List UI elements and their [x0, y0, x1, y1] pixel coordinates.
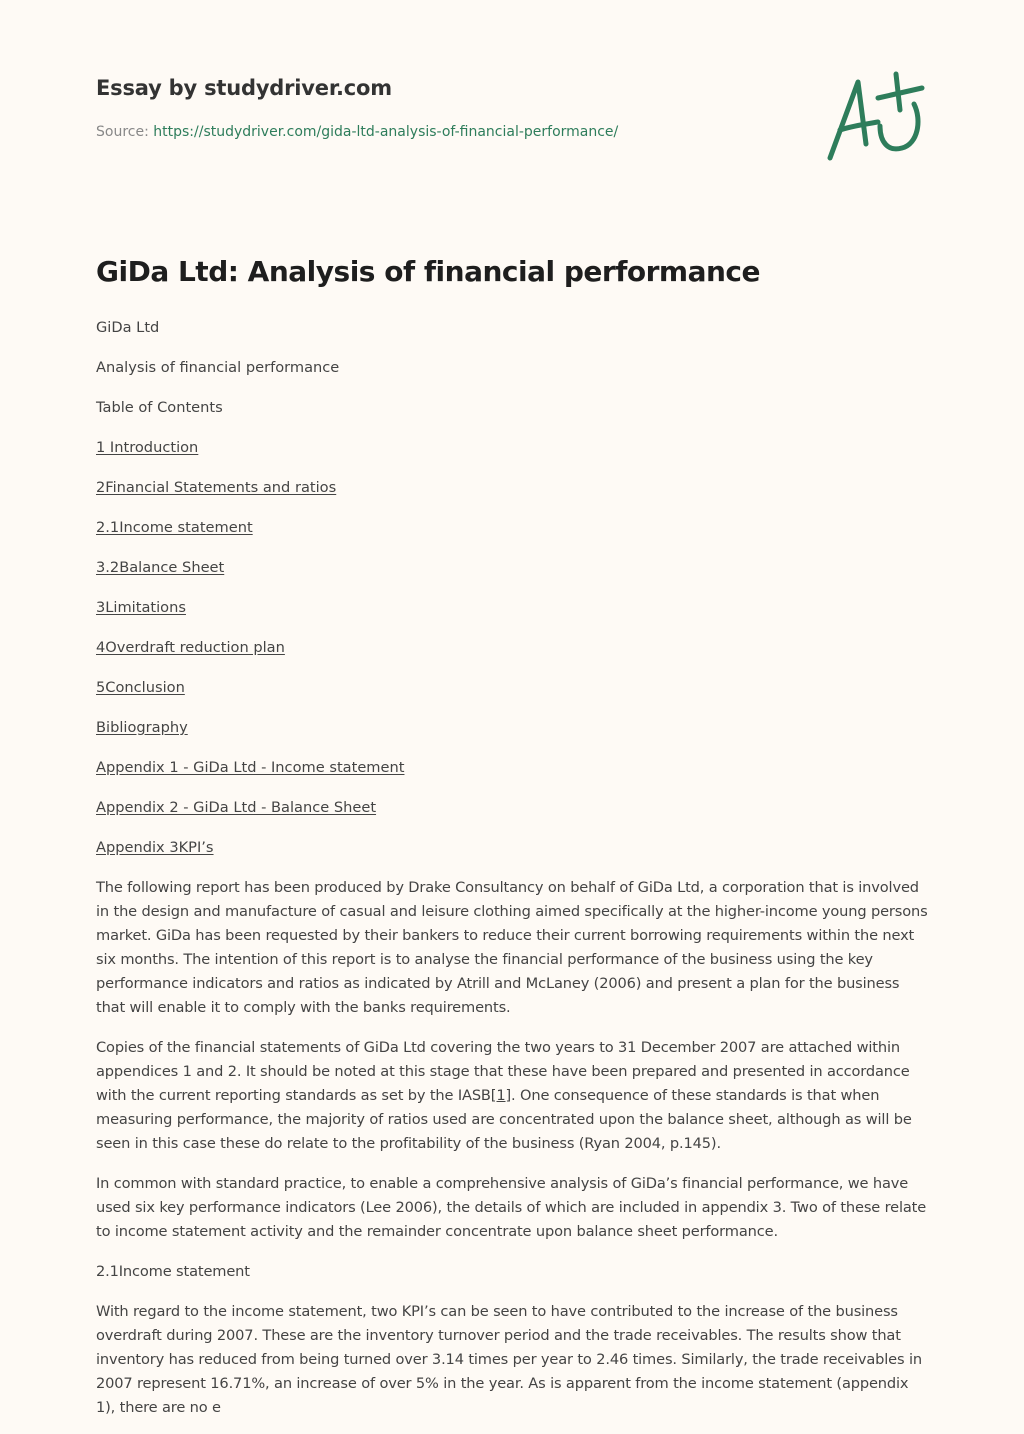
toc-heading: Table of Contents: [96, 399, 223, 416]
paragraph-kpis: In common with standard practice, to enable a comprehensive analysis of GiDa’s financial performance, we have used six key performance indicators (Lee 2006), the details of which are included in appendix 3. Two of these relate to income statement activity and the remainder concentrate upon balance sheet performance.: [96, 1175, 927, 1240]
source-label: Source:: [96, 124, 154, 140]
toc-link-balance-sheet[interactable]: 3.2Balance Sheet: [96, 559, 225, 576]
paragraph-statements: [96, 1036, 932, 1156]
paragraph-introduction: The following report has been produced by Drake Consultancy on behalf of GiDa Ltd, a corporation that is involved in the design and manufacture of casual and leisure clothing aimed specifically at the higher-income young persons market. GiDa has been requested by their bankers to reduce their current borrowing requirements within the next six months. The intention of this report is to analyse the financial performance of the business using the key performance indicators and ratios as indicated by Atrill and McLaney (2006) and present a plan for the business that will enable it to comply with the banks requirements.: [96, 879, 928, 1016]
toc-link-income-statement[interactable]: 2.1Income statement: [96, 519, 253, 536]
toc-link-introduction[interactable]: 1 Introduction: [96, 439, 199, 456]
document-body: [96, 316, 932, 1434]
document-subtitle: Analysis of financial performance: [96, 359, 340, 376]
toc-link-appendix-3[interactable]: Appendix 3KPI’s: [96, 839, 214, 856]
toc-link-bibliography[interactable]: Bibliography: [96, 719, 188, 736]
essay-text: [96, 876, 932, 1420]
site-brand: Essay by studydriver.com: [96, 76, 392, 100]
section-heading-income-statement: 2.1Income statement: [96, 1263, 250, 1280]
toc-link-overdraft-plan[interactable]: 4Overdraft reduction plan: [96, 639, 285, 656]
toc-link-limitations[interactable]: 3Limitations: [96, 599, 186, 616]
toc-link-conclusion[interactable]: 5Conclusion: [96, 679, 185, 696]
source-link[interactable]: https://studydriver.com/gida-ltd-analysis-of-financial-performance/: [153, 124, 619, 140]
toc-link-appendix-1[interactable]: Appendix 1 - GiDa Ltd - Income statement: [96, 759, 405, 776]
document-title: GiDa Ltd: Analysis of financial performance: [96, 255, 761, 288]
toc-link-financial-statements[interactable]: 2Financial Statements and ratios: [96, 479, 337, 496]
paragraph-income-statement: With regard to the income statement, two KPI’s can be seen to have contributed to the increase of the business overdraft during 2007. These are the inventory turnover period and the trade receivables. The results show that inventory has reduced from being turned over 3.14 times per year to 2.46 times. Similarly, the trade receivables in 2007 represent 16.71%, an increase of over 5% in the year. As is apparent from the income statement (appendix 1), there are no e: [96, 1303, 922, 1416]
table-of-contents: [96, 436, 932, 860]
source-line: [96, 124, 618, 140]
a-plus-logo-icon: [822, 68, 928, 164]
toc-link-appendix-2[interactable]: Appendix 2 - GiDa Ltd - Balance Sheet: [96, 799, 377, 816]
paragraph-text: Copies of the financial statements of GiDa Ltd covering the two years to 31 December 2007 are attached within appendices 1 and 2. It should be noted at this stage that these have been prepared and presented in accordance with the current reporting standards as set by the IASB: [96, 1039, 910, 1104]
company-name: GiDa Ltd: [96, 319, 160, 336]
footnote-ref-1[interactable]: [1]: [490, 1087, 512, 1104]
paragraph-text: . One consequence of these standards is that when measuring performance, the majority of ratios used are concentrated upon the balance sheet, although as will be seen in this case these do relate to the profitability of the business (Ryan 2004, p.145).: [96, 1087, 912, 1152]
